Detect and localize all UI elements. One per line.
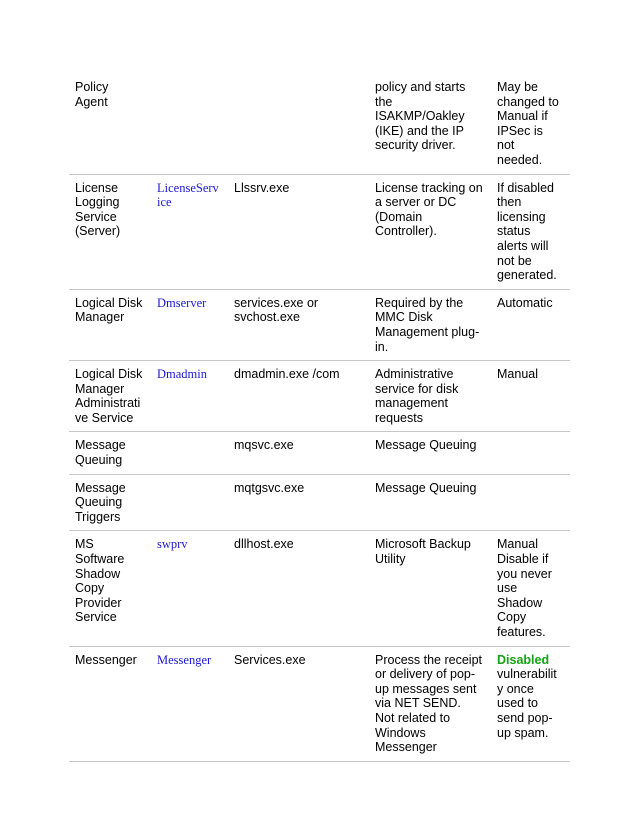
recommendation-text-line: not be: [497, 253, 532, 268]
table-row: [69, 531, 570, 646]
executable-text-line: mqtgsvc.exe: [234, 480, 305, 495]
recommendation-cell: [491, 432, 570, 474]
recommendation-text-line: IPSec is: [497, 123, 543, 138]
executable-cell: [228, 74, 369, 174]
recommendation-text-line: If disabled: [497, 180, 554, 195]
recommendation-text-line: y once: [497, 681, 534, 696]
services-table-body: [69, 74, 570, 761]
recommendation-cell: [491, 174, 570, 289]
description-text-line: via NET SEND.: [375, 696, 461, 711]
executable-text-line: mqsvc.exe: [234, 438, 294, 453]
recommendation-text-line: send pop-: [497, 710, 553, 725]
service-name-cell: [151, 432, 228, 474]
recommendation-text-line: used to: [497, 696, 539, 711]
description-text-line: License tracking on: [375, 180, 483, 195]
display-name-text-line: Queuing: [75, 453, 123, 468]
display-name-text-line: License: [75, 180, 119, 195]
display-name-text-line: Service: [75, 209, 117, 224]
description-cell: [369, 646, 491, 761]
display-name-text-line: Logical Disk: [75, 367, 143, 382]
recommendation-cell: [491, 646, 570, 761]
executable-text-line: dllhost.exe: [234, 537, 294, 552]
executable-cell: [228, 531, 369, 646]
service-name-cell: [151, 474, 228, 531]
display-name-cell: [69, 474, 151, 531]
display-name-text-line: Message: [75, 438, 126, 453]
table-row: [69, 289, 570, 360]
recommendation-text-line: Automatic: [497, 295, 553, 310]
description-text-line: Not related to: [375, 710, 451, 725]
recommendation-text-line: status: [497, 224, 531, 239]
description-text-line: Required by the: [375, 295, 464, 310]
executable-cell: [228, 289, 369, 360]
description-cell: [369, 474, 491, 531]
description-cell: [369, 432, 491, 474]
recommendation-cell: [491, 474, 570, 531]
description-text-line: service for disk: [375, 381, 459, 396]
recommendation-text-line: licensing: [497, 209, 546, 224]
service-name-cell: [151, 361, 228, 432]
services-table: [69, 74, 570, 762]
description-text-line: (Domain: [375, 209, 423, 224]
recommendation-text-line: vulnerabilit: [497, 667, 557, 682]
recommendation-text-line: needed.: [497, 152, 543, 167]
executable-text-line: Llssrv.exe: [234, 180, 290, 195]
recommendation-text-line: then: [497, 195, 522, 210]
executable-cell: [228, 474, 369, 531]
executable-cell: [228, 432, 369, 474]
service-name-text-line: Messenger: [157, 652, 212, 667]
description-text-line: management: [375, 396, 448, 411]
description-text-line: or delivery of pop-: [375, 667, 476, 682]
display-name-cell: [69, 174, 151, 289]
table-row: [69, 474, 570, 531]
description-text-line: the: [375, 94, 393, 109]
recommendation-text-line: up spam.: [497, 725, 549, 740]
recommendation-text-line: May be: [497, 80, 538, 94]
executable-cell: [228, 361, 369, 432]
display-name-text-line: Logging: [75, 195, 120, 210]
recommendation-cell: [491, 361, 570, 432]
description-text-line: Administrative: [375, 367, 454, 382]
display-name-cell: [69, 361, 151, 432]
recommendation-text-line: use: [497, 581, 518, 596]
display-name-cell: [69, 289, 151, 360]
recommendation-text-line: generated.: [497, 268, 557, 283]
recommendation-text-line: Manual: [497, 367, 538, 382]
display-name-text-line: Policy: [75, 80, 109, 94]
description-text-line: up messages sent: [375, 681, 477, 696]
display-name-text-line: Shadow: [75, 566, 121, 581]
executable-cell: [228, 174, 369, 289]
executable-text-line: svchost.exe: [234, 310, 301, 325]
service-name-text-line: Dmadmin: [157, 367, 207, 382]
display-name-text-line: Software: [75, 552, 125, 567]
description-text-line: Controller).: [375, 224, 437, 239]
service-name-text-line: swprv: [157, 537, 188, 552]
description-text-line: Microsoft Backup: [375, 537, 471, 552]
description-text-line: Message Queuing: [375, 480, 477, 495]
recommendation-cell: [491, 74, 570, 174]
description-text-line: Messenger: [375, 740, 437, 755]
description-text-line: Windows: [375, 725, 426, 740]
table-row: [69, 646, 570, 761]
display-name-text-line: Provider: [75, 595, 122, 610]
description-text-line: Utility: [375, 552, 406, 567]
table-row: [69, 432, 570, 474]
display-name-text-line: Copy: [75, 581, 105, 596]
display-name-text-line: Administrati: [75, 396, 141, 411]
description-text-line: security driver.: [375, 138, 456, 153]
description-text-line: Message Queuing: [375, 438, 477, 453]
recommendation-text-line: Copy: [497, 610, 527, 625]
service-name-cell: [151, 74, 228, 174]
display-name-text-line: Service: [75, 610, 117, 625]
description-text-line: a server or DC: [375, 195, 457, 210]
display-name-text-line: ve Service: [75, 410, 134, 425]
service-name-cell: [151, 646, 228, 761]
service-name-cell: [151, 531, 228, 646]
description-cell: [369, 531, 491, 646]
recommendation-text-line: Manual: [497, 537, 538, 552]
description-text-line: ISAKMP/Oakley: [375, 109, 465, 124]
recommendation-text-line: not: [497, 138, 515, 153]
description-text-line: (IKE) and the IP: [375, 123, 464, 138]
executable-cell: [228, 646, 369, 761]
description-cell: [369, 361, 491, 432]
executable-text-line: Services.exe: [234, 652, 306, 667]
display-name-cell: [69, 646, 151, 761]
display-name-text-line: Agent: [75, 94, 108, 109]
description-text-line: in.: [375, 339, 389, 354]
display-name-text-line: (Server): [75, 224, 121, 239]
recommendation-text-line: Manual if: [497, 109, 548, 124]
description-cell: [369, 289, 491, 360]
recommendation-cell: [491, 531, 570, 646]
display-name-text-line: Manager: [75, 381, 125, 396]
display-name-text-line: Message: [75, 480, 126, 495]
display-name-text-line: Triggers: [75, 509, 121, 524]
recommendation-text-line: alerts will: [497, 238, 549, 253]
description-text-line: Process the receipt: [375, 652, 482, 667]
description-text-line: MMC Disk: [375, 310, 433, 325]
table-row: [69, 361, 570, 432]
recommendation-text-line: features.: [497, 625, 546, 639]
description-text-line: requests: [375, 410, 423, 425]
table-row: [69, 174, 570, 289]
display-name-text-line: MS: [75, 537, 94, 552]
description-text-line: policy and starts: [375, 80, 466, 94]
display-name-text-line: Logical Disk: [75, 295, 143, 310]
service-name-cell: [151, 289, 228, 360]
display-name-cell: [69, 74, 151, 174]
executable-text-line: services.exe or: [234, 295, 319, 310]
display-name-text-line: Messenger: [75, 652, 137, 667]
service-name-cell: [151, 174, 228, 289]
recommendation-text-line: you never: [497, 566, 552, 581]
recommendation-text-line: Disable if: [497, 552, 549, 567]
description-text-line: Management plug-: [375, 324, 480, 339]
recommendation-text-line: changed to: [497, 94, 559, 109]
display-name-text-line: Manager: [75, 310, 125, 325]
display-name-cell: [69, 432, 151, 474]
disabled-status-label: Disabled: [497, 652, 550, 667]
display-name-cell: [69, 531, 151, 646]
recommendation-cell: [491, 289, 570, 360]
service-name-text-line: ice: [157, 195, 172, 210]
description-cell: [369, 74, 491, 174]
table-row: [69, 74, 570, 174]
description-cell: [369, 174, 491, 289]
display-name-text-line: Queuing: [75, 495, 123, 510]
recommendation-text-line: Shadow: [497, 595, 543, 610]
service-name-text-line: LicenseServ: [157, 180, 219, 195]
service-name-text-line: Dmserver: [157, 295, 207, 310]
executable-text-line: dmadmin.exe /com: [234, 367, 340, 382]
